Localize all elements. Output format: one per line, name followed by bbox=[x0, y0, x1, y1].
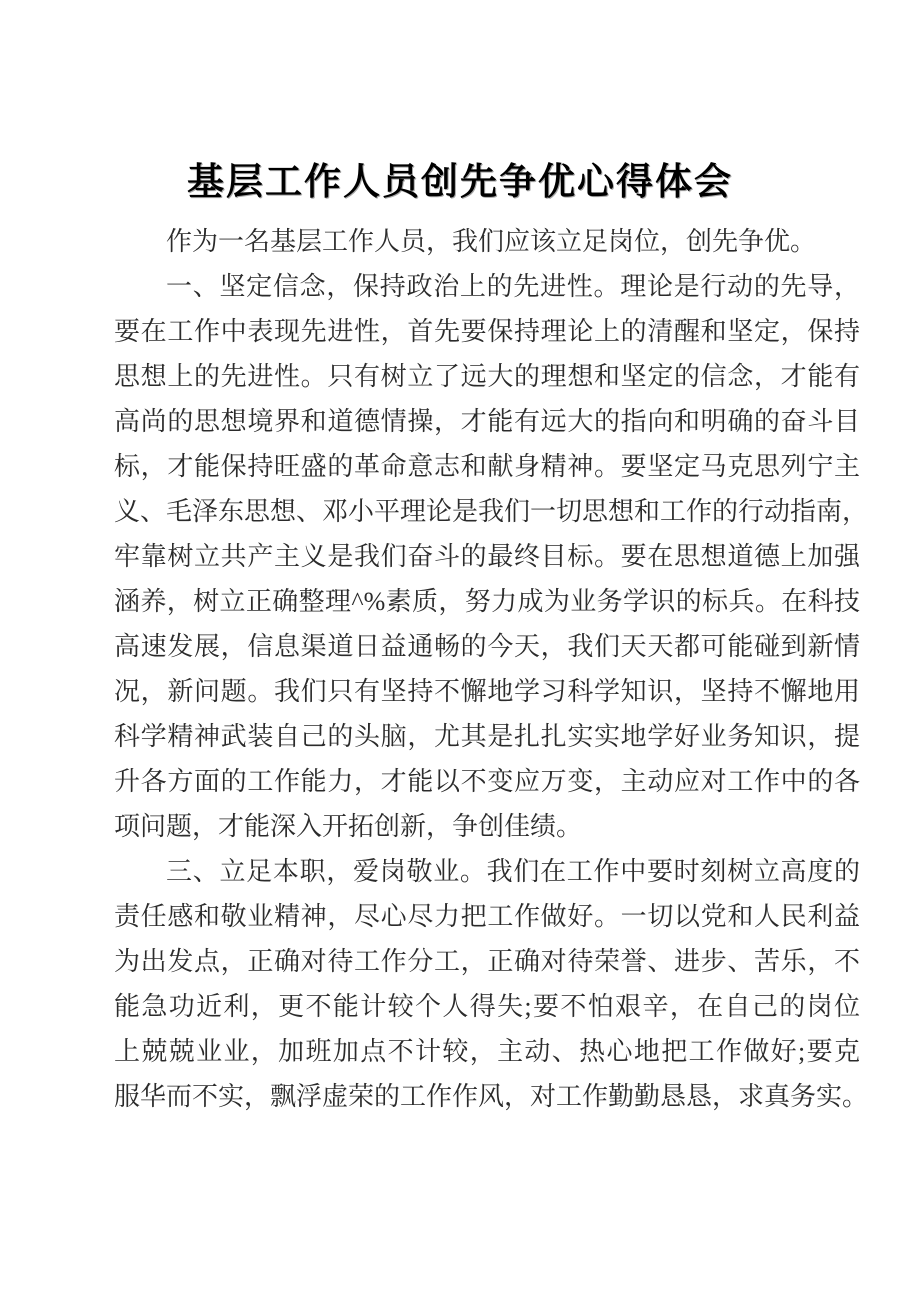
paragraph bbox=[114, 849, 869, 1119]
text-line: 一、坚定信念，保持政治上的先进性。理论是行动的先导， bbox=[166, 272, 860, 301]
document-title: 基层工作人员创先争优心得体会 bbox=[187, 161, 733, 202]
text-line: 项问题，才能深入开拓创新，争创佳绩。 bbox=[114, 812, 583, 841]
document-body bbox=[114, 219, 869, 1119]
text-line: 况，新问题。我们只有坚持不懈地学习科学知识，坚持不懈地用 bbox=[114, 677, 860, 706]
text-line: 标，才能保持旺盛的革命意志和献身精神。要坚定马克思列宁主 bbox=[114, 452, 860, 481]
text-line: 科学精神武装自己的头脑，尤其是扎扎实实地学好业务知识，提 bbox=[114, 722, 860, 751]
text-line: 思想上的先进性。只有树立了远大的理想和坚定的信念，才能有 bbox=[114, 362, 860, 391]
text-line: 高尚的思想境界和道德情操，才能有远大的指向和明确的奋斗目 bbox=[114, 407, 860, 436]
text-line: 要在工作中表现先进性，首先要保持理论上的清醒和坚定，保持 bbox=[114, 317, 860, 346]
text-line: 上兢兢业业，加班加点不计较，主动、热心地把工作做好;要克 bbox=[114, 1037, 860, 1066]
paragraph bbox=[114, 219, 860, 264]
text-line: 为出发点，正确对待工作分工，正确对待荣誉、进步、苦乐，不 bbox=[114, 947, 860, 976]
paragraph bbox=[114, 264, 869, 849]
text-line: 义、毛泽东思想、邓小平理论是我们一切思想和工作的行动指南， bbox=[114, 497, 869, 526]
text-line: 服华而不实，飘浮虚荣的工作作风，对工作勤勤恳恳，求真务实。 bbox=[114, 1082, 869, 1111]
text-line: 牢靠树立共产主义是我们奋斗的最终目标。要在思想道德上加强 bbox=[114, 542, 860, 571]
text-line: 责任感和敬业精神，尽心尽力把工作做好。一切以党和人民利益 bbox=[114, 902, 860, 931]
text-line: 三、立足本职，爱岗敬业。我们在工作中要时刻树立高度的 bbox=[166, 857, 860, 886]
text-line: 涵养，树立正确整理^%素质，努力成为业务学识的标兵。在科技 bbox=[114, 587, 860, 616]
text-line: 高速发展，信息渠道日益通畅的今天，我们天天都可能碰到新情 bbox=[114, 632, 860, 661]
text-line: 能急功近利，更不能计较个人得失;要不怕艰辛，在自己的岗位 bbox=[114, 992, 860, 1021]
text-line: 升各方面的工作能力，才能以不变应万变，主动应对工作中的各 bbox=[114, 767, 860, 796]
text-line: 作为一名基层工作人员，我们应该立足岗位，创先争优。 bbox=[166, 227, 817, 256]
